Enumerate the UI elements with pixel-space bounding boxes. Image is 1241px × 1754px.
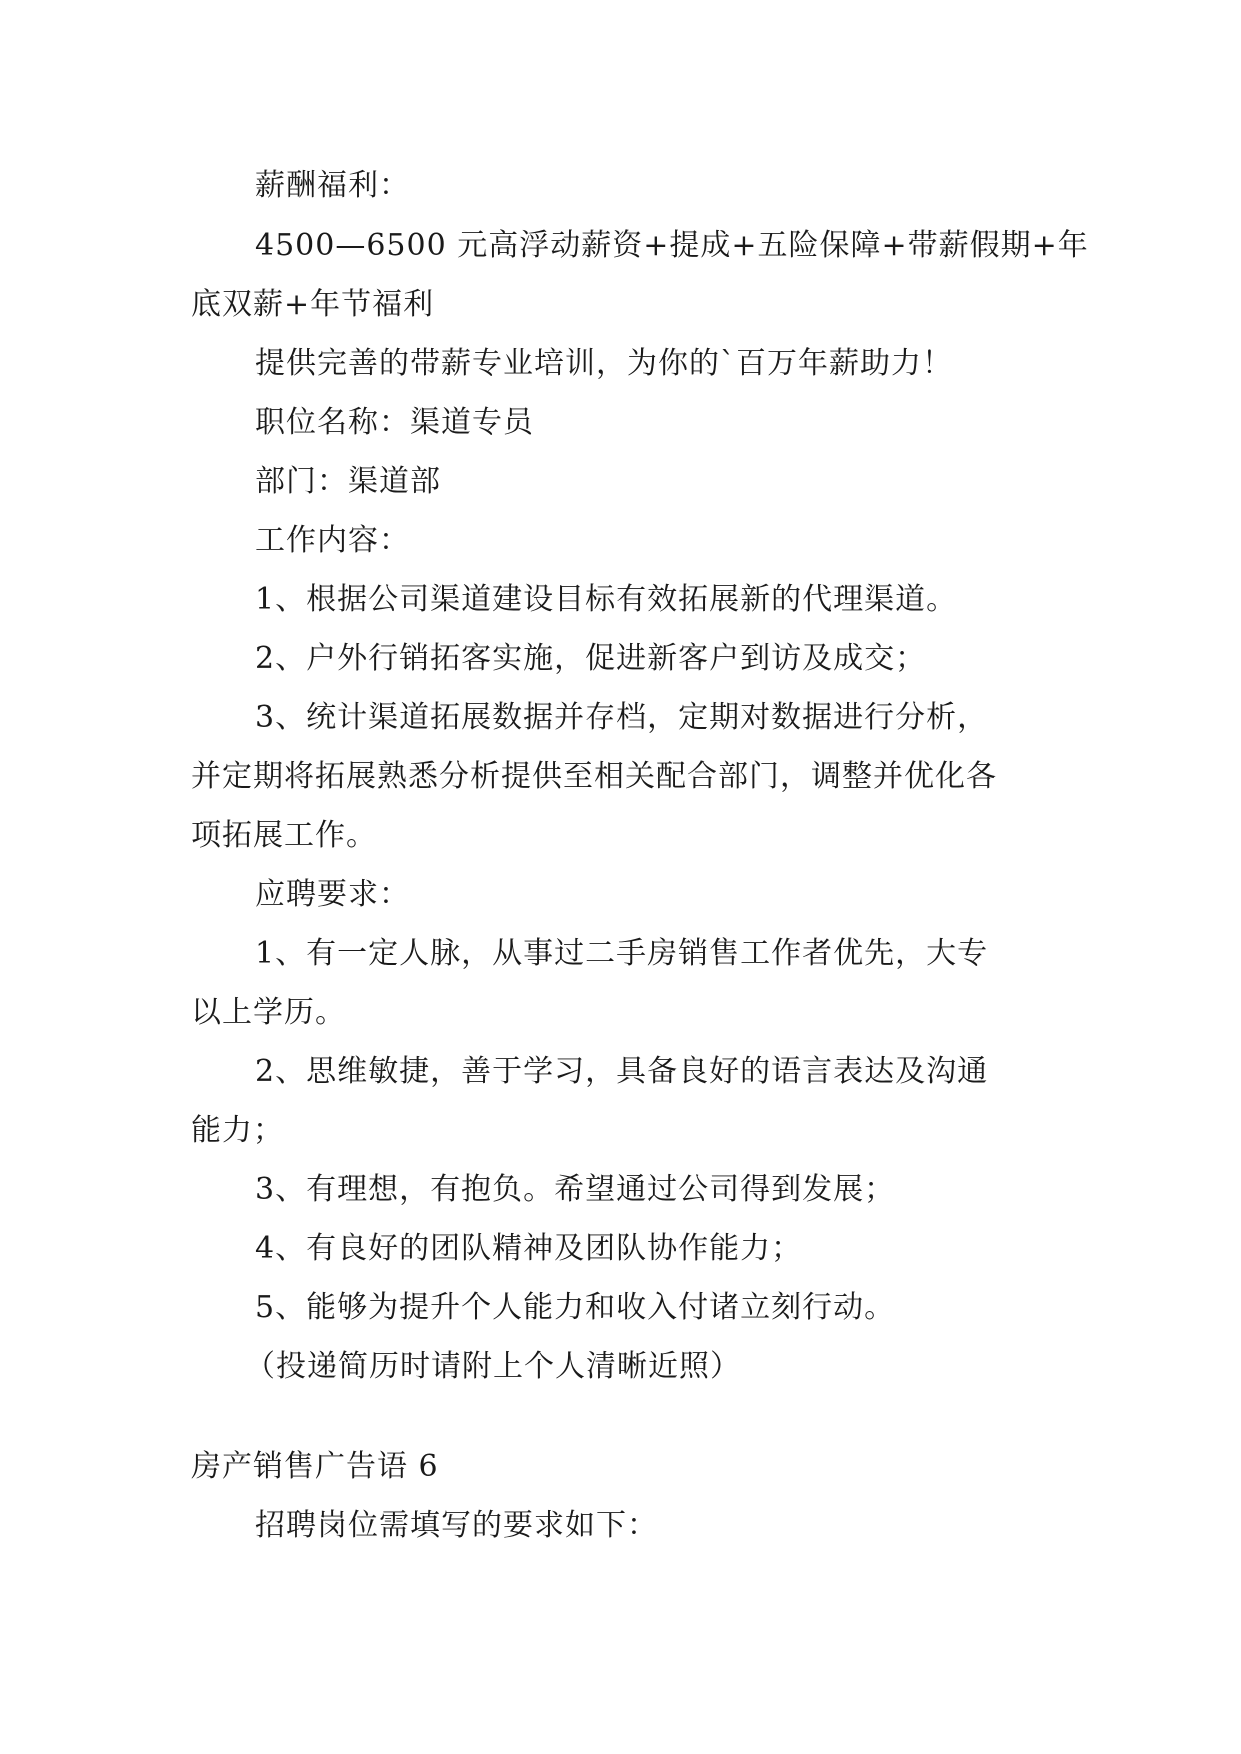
requirement-item: 1、有一定人脉，从事过二手房销售工作者优先，大专 (255, 936, 989, 971)
training-text: 提供完善的带薪专业培训，为你的`百万年薪助力！ (255, 346, 953, 381)
department: 部门：渠道部 (255, 464, 441, 499)
section-heading-duties: 工作内容： (255, 523, 410, 558)
requirement-item-continued: 以上学历。 (191, 995, 346, 1030)
salary-text-line: 底双薪+年节福利 (191, 287, 435, 322)
duty-item: 2、户外行销拓客实施，促进新客户到访及成交； (255, 641, 927, 676)
position-title: 职位名称：渠道专员 (255, 405, 534, 440)
requirement-item-continued: 能力； (191, 1113, 284, 1148)
section-heading-requirements: 应聘要求： (255, 877, 410, 912)
salary-text-line: 4500—6500 元高浮动薪资+提成+五险保障+带薪假期+年 (255, 228, 1089, 263)
requirement-item: 4、有良好的团队精神及团队协作能力； (255, 1231, 803, 1266)
duty-item-continued: 并定期将拓展熟悉分析提供至相关配合部门，调整并优化各 (191, 759, 997, 794)
duty-item: 3、统计渠道拓展数据并存档，定期对数据进行分析， (255, 700, 989, 735)
application-note: （投递简历时请附上个人清晰近照） (245, 1349, 741, 1384)
duty-item-continued: 项拓展工作。 (191, 818, 377, 853)
section-title: 房产销售广告语 6 (191, 1449, 439, 1484)
requirement-item: 2、思维敏捷，善于学习，具备良好的语言表达及沟通 (255, 1054, 989, 1089)
section-heading-salary: 薪酬福利： (255, 168, 410, 203)
requirements-intro: 招聘岗位需填写的要求如下： (255, 1508, 658, 1543)
requirement-item: 3、有理想，有抱负。希望通过公司得到发展； (255, 1172, 896, 1207)
requirement-item: 5、能够为提升个人能力和收入付诸立刻行动。 (255, 1290, 896, 1325)
duty-item: 1、根据公司渠道建设目标有效拓展新的代理渠道。 (255, 582, 958, 617)
